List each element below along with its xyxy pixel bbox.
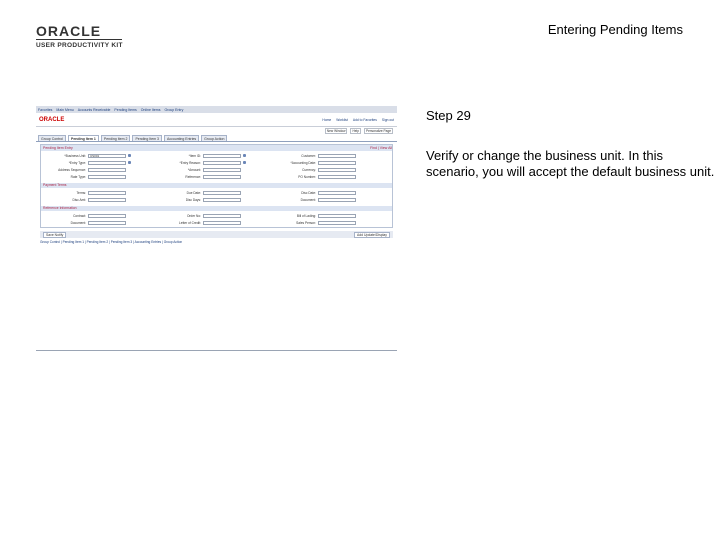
util-link[interactable]: New Window: [326, 129, 346, 133]
form-field: Customer:: [274, 153, 389, 158]
add-update-buttons[interactable]: Add Update/Display: [354, 232, 390, 238]
form-field: *Accounting Date:: [274, 160, 389, 165]
app-brand: ORACLE: [39, 116, 65, 123]
util-link[interactable]: Help: [352, 129, 359, 133]
util-link[interactable]: Personalize Page: [366, 129, 391, 133]
step-description: Verify or change the business unit. In this scenario, you will accept the default business unit.: [426, 148, 715, 179]
form-field: Document:: [44, 220, 159, 225]
page-title: Entering Pending Items: [547, 22, 683, 37]
tab-pending-item-3[interactable]: Pending Item 3: [132, 135, 162, 141]
divider: [36, 350, 397, 351]
oracle-logo-text: ORACLE: [36, 23, 102, 39]
form-field: *Entry Reason:: [159, 160, 274, 165]
panel-links[interactable]: Find | View All: [370, 146, 392, 150]
form-field: Currency:: [274, 167, 389, 172]
form-field: PO Number:: [274, 174, 389, 179]
logo-rule: [36, 39, 122, 40]
form-field: *Item ID:: [159, 153, 274, 158]
top-link[interactable]: Home: [322, 117, 332, 122]
tab-breadcrumbs[interactable]: Group Control | Pending Item 1 | Pending Item 2 | Pending Item 3 | Accounting Entries | Group Action: [40, 240, 183, 244]
save-notify-buttons[interactable]: Save Notify: [43, 232, 66, 238]
top-links: [322, 118, 394, 122]
form-field: Terms:: [44, 190, 159, 195]
form-field: *Business Unit: US001: [44, 153, 159, 158]
menu-item[interactable]: Main Menu: [56, 107, 74, 112]
app-brand-bar: [36, 113, 397, 127]
panel-title: Pending Item Entry: [43, 146, 73, 150]
form-field: Disc Days:: [159, 197, 274, 202]
form-field: Sales Person:: [274, 220, 389, 225]
form-field: Document:: [274, 197, 389, 202]
form-field: Order No:: [159, 213, 274, 218]
lookup-icon[interactable]: [243, 154, 246, 157]
business-unit-field[interactable]: US001: [88, 154, 126, 158]
tab-accounting-entries[interactable]: Accounting Entries: [164, 135, 199, 141]
form-field: Bill of Lading:: [274, 213, 389, 218]
menu-item[interactable]: Group Entry: [164, 107, 184, 112]
form-field: Due Date:: [159, 190, 274, 195]
lookup-icon[interactable]: [243, 161, 246, 164]
form-field: Disc Date:: [274, 190, 389, 195]
upk-logo-subtitle: USER PRODUCTIVITY KIT: [36, 42, 123, 49]
lookup-icon[interactable]: [128, 154, 131, 157]
oracle-upk-logo: [36, 24, 126, 49]
top-link[interactable]: Sign out: [381, 117, 394, 122]
top-link[interactable]: Add to Favorites: [352, 117, 377, 122]
util-bar: [36, 127, 397, 135]
tab-pending-item-1[interactable]: Pending Item 1: [68, 135, 99, 141]
reference-info-header: Reference Information: [41, 206, 392, 211]
lookup-icon[interactable]: [128, 161, 131, 164]
pending-item-panel: [40, 144, 393, 228]
form-field: Contract:: [44, 213, 159, 218]
menu-item[interactable]: Online Items: [140, 107, 161, 112]
form-field: Rate Type:: [44, 174, 159, 179]
tab-group-control[interactable]: Group Control: [38, 135, 66, 141]
tab-group-action[interactable]: Group Action: [201, 135, 227, 141]
fields-reference: [41, 211, 392, 227]
form-field: *Amount:: [159, 167, 274, 172]
application-screenshot: [36, 106, 397, 352]
payment-terms-header: Payment Terms: [41, 183, 392, 188]
step-title: Step 29: [426, 108, 471, 123]
page-tabs: [36, 135, 397, 142]
menu-item[interactable]: Accounts Receivable: [77, 107, 111, 112]
tab-pending-item-2[interactable]: Pending Item 2: [101, 135, 131, 141]
form-field: Letter of Credit:: [159, 220, 274, 225]
page-footer-bar: [40, 231, 393, 238]
app-menu-bar: [36, 106, 397, 113]
form-field: Address Sequence:: [44, 167, 159, 172]
menu-item[interactable]: Pending Items: [114, 107, 137, 112]
form-field: Reference:: [159, 174, 274, 179]
fields-top: [41, 151, 392, 181]
top-link[interactable]: Worklist: [336, 117, 348, 122]
fields-payment: [41, 188, 392, 204]
form-field: *Entry Type:: [44, 160, 159, 165]
form-field: Disc Amt:: [44, 197, 159, 202]
menu-item[interactable]: Favorites: [38, 107, 53, 112]
